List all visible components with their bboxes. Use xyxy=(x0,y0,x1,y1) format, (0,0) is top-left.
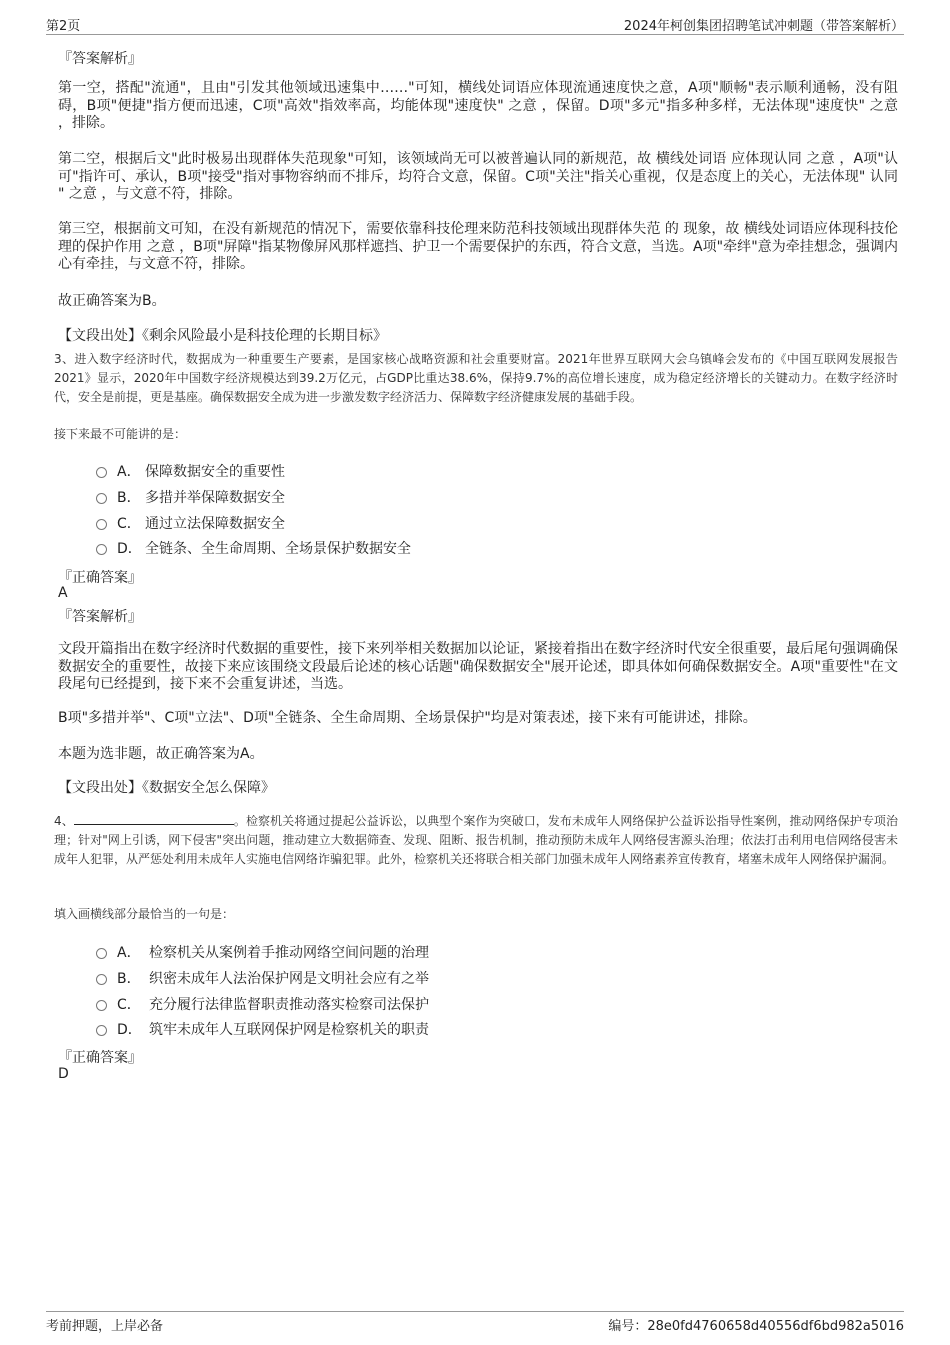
q3-option-c[interactable]: C． 通过立法保障数据安全 xyxy=(96,513,285,533)
q4-option-a[interactable]: A． 检察机关从案例着手推动网络空间问题的治理 xyxy=(96,942,429,962)
answer-blank xyxy=(74,812,234,825)
q4-correct-label: 『正确答案』 xyxy=(58,1050,142,1066)
q3-source: 【文段出处】《数据安全怎么保障》 xyxy=(58,780,275,796)
radio-icon[interactable] xyxy=(96,467,107,478)
q2-source: 【文段出处】《剩余风险最小是科技伦理的长期目标》 xyxy=(58,328,387,344)
q3-stem: 3、进入数字经济时代，数据成为一种重要生产要素，是国家核心战略资源和社会重要财富。2021年世界互联网大会乌镇峰会发布的《中国互联网发展报告2021》显示，2020年中国数字经济规模达到39.2万亿元，占GDP比重达38.6%，保持9.7%的高位增长速度，成为稳定经济增长的关键动力。在数字经济时代，安全是前提，更是基座。确保数据安全成为进一步激发数字经济活力、保障数字经济健康发展的基础手段。 xyxy=(54,352,898,404)
q2-analysis-para3: 第三空，根据前文可知，在没有新规范的情况下，需要依靠科技伦理来防范科技领域出现群体失范 的 现象，故 横线处词语应体现科技伦理的保护作用 之意 ，B项"屏障"指某物像屏风那样遮挡、护卫一个需要保护的东西，符合文意，当选。A项"牵绊"意为牵挂想念，强调内心有牵挂，与文意不符，排除。 xyxy=(58,221,898,272)
q4-option-b[interactable]: B． 织密未成年人法治保护网是文明社会应有之举 xyxy=(96,968,429,988)
page-header xyxy=(46,14,904,35)
q3-analysis-para1: 文段开篇指出在数字经济时代数据的重要性，接下来列举相关数据加以论证，紧接着指出在数字经济时代安全很重要，最后尾句强调确保数据安全的重要性，故接下来应该围绕文段最后论述的核心话题"确保数据安全"展开论述，即具体如何确保数据安全。A项"重要性"在文段尾句已经提到，接下来不会重复讲述，当选。 xyxy=(58,641,898,692)
radio-icon[interactable] xyxy=(96,519,107,530)
footer-slogan: 考前押题，上岸必备 xyxy=(46,1319,164,1334)
q4-option-d[interactable]: D． 筑牢未成年人互联网保护网是检察机关的职责 xyxy=(96,1019,429,1039)
radio-icon[interactable] xyxy=(96,544,107,555)
q3-option-a[interactable]: A． 保障数据安全的重要性 xyxy=(96,461,285,481)
q4-stem xyxy=(54,812,898,869)
q3-question: 接下来最不可能讲的是： xyxy=(54,427,187,441)
q3-conclusion: 本题为选非题，故正确答案为A。 xyxy=(58,746,264,762)
q2-conclusion: 故正确答案为B。 xyxy=(58,293,166,309)
q4-number: 4、 xyxy=(54,814,74,828)
q2-analysis-label: 『答案解析』 xyxy=(58,51,142,67)
q4-correct-answer: D xyxy=(58,1066,69,1082)
q3-option-b[interactable]: B． 多措并举保障数据安全 xyxy=(96,487,285,507)
page-number: 第2页 xyxy=(46,19,81,34)
q2-analysis-para1: 第一空，搭配"流通"，且由"引发其他领域迅速集中……"可知，横线处词语应体现流通速度快之意，A项"顺畅"表示顺利通畅，没有阻碍，B项"便捷"指方便而迅速，C项"高效"指效率高，均能体现"速度快" 之意 ，保留。D项"多元"指多种多样，无法体现"速度快" 之意 ，排除。 xyxy=(58,80,898,131)
q3-correct-label: 『正确答案』 xyxy=(58,570,142,586)
document-title: 2024年柯创集团招聘笔试冲刺题（带答案解析） xyxy=(623,19,904,34)
radio-icon[interactable] xyxy=(96,948,107,959)
q4-option-c[interactable]: C． 充分履行法律监督职责推动落实检察司法保护 xyxy=(96,994,429,1014)
radio-icon[interactable] xyxy=(96,493,107,504)
radio-icon[interactable] xyxy=(96,1025,107,1036)
q3-analysis-label: 『答案解析』 xyxy=(58,609,142,625)
q4-stem-text: 。检察机关将通过提起公益诉讼，以典型个案作为突破口，发布未成年人网络保护公益诉讼指导性案例，推动网络保护专项治理；针对"网上引诱，网下侵害"突出问题，推动建立大数据筛查、发现、阻断、报告机制，推动预防未成年人网络侵害源头治理；依法打击利用电信网络侵害未成年人犯罪，从严惩处利用未成年人实施电信网络诈骗犯罪。此外，检察机关还将联合相关部门加强未成年人网络素养宣传教育，堵塞未成年人网络保护漏洞。 xyxy=(54,814,898,866)
q4-question: 填入画横线部分最恰当的一句是： xyxy=(54,907,235,921)
radio-icon[interactable] xyxy=(96,1000,107,1011)
radio-icon[interactable] xyxy=(96,974,107,985)
q2-analysis-para2: 第二空，根据后文"此时极易出现群体失范现象"可知，该领域尚无可以被普遍认同的新规范，故 横线处词语 应体现认同 之意 ，A项"认可"指许可、承认，B项"接受"指对事物容纳而不排斥，均符合文意，保留。C项"关注"指关心重视，仅是态度上的关心，无法体现" 认同 " 之意 ，与文意不符，排除。 xyxy=(58,151,898,202)
q3-option-d[interactable]: D． 全链条、全生命周期、全场景保护数据安全 xyxy=(96,538,411,558)
page-footer xyxy=(46,1311,904,1334)
q3-analysis-para2: B项"多措并举"、C项"立法"、D项"全链条、全生命周期、全场景保护"均是对策表述，接下来有可能讲述，排除。 xyxy=(58,710,757,726)
q3-correct-answer: A xyxy=(58,585,68,601)
document-id: 编号：28e0fd4760658d40556df6bd982a5016 xyxy=(608,1319,904,1334)
